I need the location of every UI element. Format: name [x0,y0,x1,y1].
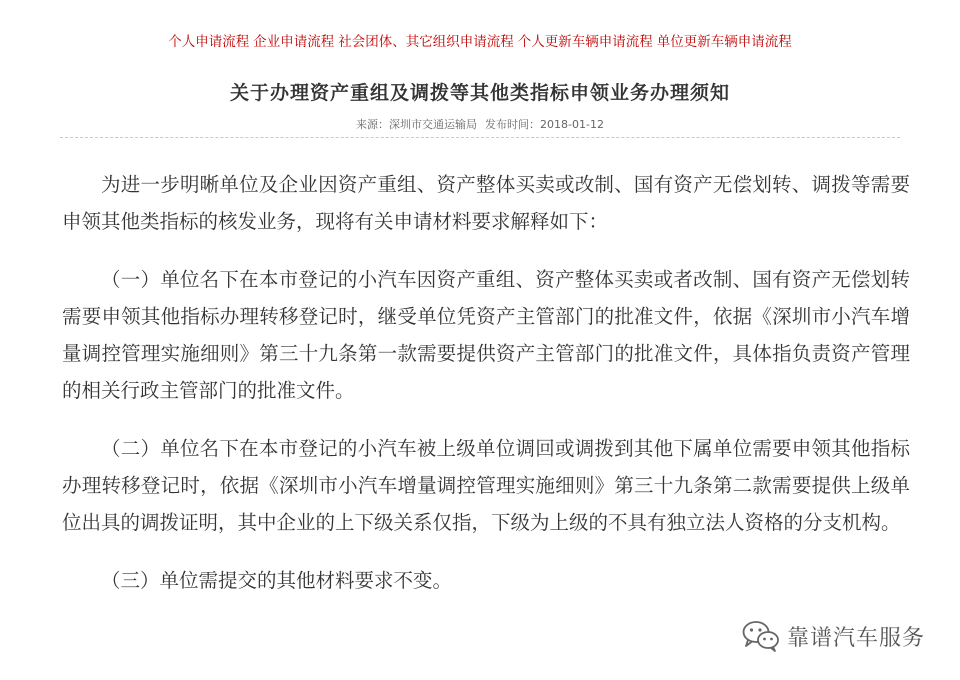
link-personal-process[interactable]: 个人申请流程 [168,34,250,50]
article-meta [0,116,960,132]
watermark-text: 靠谱汽车服务 [787,625,926,651]
link-personal-renew-process[interactable]: 个人更新车辆申请流程 [517,34,653,50]
paragraph-item-2: （二）单位名下在本市登记的小汽车被上级单位调回或调拨到其他下属单位需要申领其他指标办理转移登记时，依据《深圳市小汽车增量调控管理实施细则》第三十九条第二款需要提供上级单位出具的调拨证明，其中企业的上下级关系仅指，下级为上级的不具有独立法人资格的分支机构。 [62,437,910,534]
top-nav-links [0,30,960,50]
source-label: 来源： [356,118,390,131]
title-divider [60,137,900,138]
wechat-icon [741,619,781,653]
paragraph-item-1: （一）单位名下在本市登记的小汽车因资产重组、资产整体买卖或者改制、国有资产无偿划转需要申领其他指标办理转移登记时，继受单位凭资产主管部门的批准文件，依据《深圳市小汽车增量调控管理实施细则》第三十九条第一款需要提供资产主管部门的批准文件，具体指负责资产管理的相关行政主管部门的批准文件。 [62,268,910,402]
article-title: 关于办理资产重组及调拨等其他类指标申领业务办理须知 [229,82,730,104]
link-enterprise-process[interactable]: 企业申请流程 [253,34,335,50]
link-unit-renew-process[interactable]: 单位更新车辆申请流程 [656,34,792,50]
date-value: 2018-01-12 [540,118,604,131]
source-value: 深圳市交通运输局 [389,118,478,131]
paragraph-item-3: （三）单位需提交的其他材料要求不变。 [101,569,453,592]
article-body [62,166,910,620]
watermark [741,619,925,653]
date-label: 发布时间： [485,118,541,131]
paragraph-intro: 为进一步明晰单位及企业因资产重组、资产整体买卖或改制、国有资产无偿划转、调拨等需要申领其他类指标的核发业务，现将有关申请材料要求解释如下： [62,173,910,233]
link-social-org-process[interactable]: 社会团体、其它组织申请流程 [338,34,514,50]
